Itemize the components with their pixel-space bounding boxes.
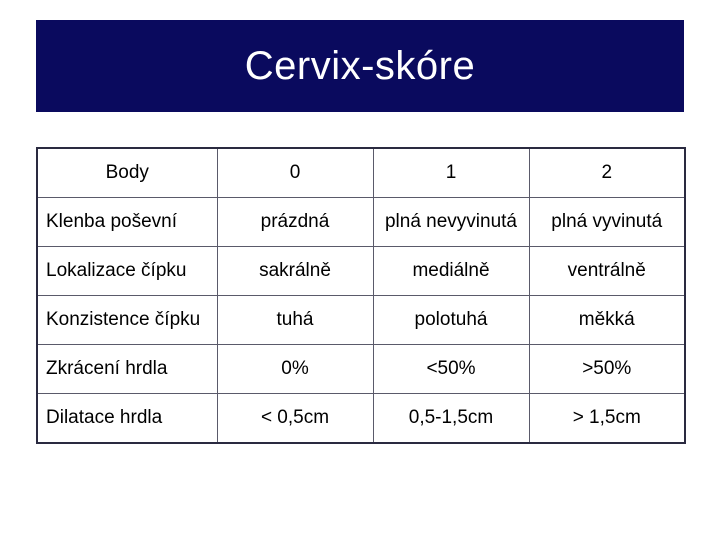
cell-score-1: polotuhá bbox=[373, 296, 529, 345]
row-label: Zkrácení hrdla bbox=[37, 345, 217, 394]
cell-score-0: < 0,5cm bbox=[217, 394, 373, 444]
cell-score-2: >50% bbox=[529, 345, 685, 394]
header-cell-2: 2 bbox=[529, 148, 685, 198]
row-label: Konzistence čípku bbox=[37, 296, 217, 345]
cell-score-2: ventrálně bbox=[529, 247, 685, 296]
cell-score-0: 0% bbox=[217, 345, 373, 394]
table-row bbox=[37, 198, 685, 247]
slide-title: Cervix-skóre bbox=[36, 20, 684, 112]
cervix-score-table bbox=[36, 147, 686, 444]
table-row bbox=[37, 345, 685, 394]
header-cell-1: 1 bbox=[373, 148, 529, 198]
cell-score-1: 0,5-1,5cm bbox=[373, 394, 529, 444]
cell-score-0: sakrálně bbox=[217, 247, 373, 296]
header-cell-0: 0 bbox=[217, 148, 373, 198]
table-row bbox=[37, 296, 685, 345]
row-label: Klenba poševní bbox=[37, 198, 217, 247]
cell-score-2: plná vyvinutá bbox=[529, 198, 685, 247]
cell-score-0: tuhá bbox=[217, 296, 373, 345]
table-row bbox=[37, 247, 685, 296]
header-cell-points: Body bbox=[37, 148, 217, 198]
row-label: Lokalizace čípku bbox=[37, 247, 217, 296]
table-row bbox=[37, 394, 685, 444]
cell-score-1: mediálně bbox=[373, 247, 529, 296]
cell-score-2: > 1,5cm bbox=[529, 394, 685, 444]
cell-score-2: měkká bbox=[529, 296, 685, 345]
cell-score-0: prázdná bbox=[217, 198, 373, 247]
cell-score-1: plná nevyvinutá bbox=[373, 198, 529, 247]
table-header-row bbox=[37, 148, 685, 198]
cell-score-1: <50% bbox=[373, 345, 529, 394]
row-label: Dilatace hrdla bbox=[37, 394, 217, 444]
